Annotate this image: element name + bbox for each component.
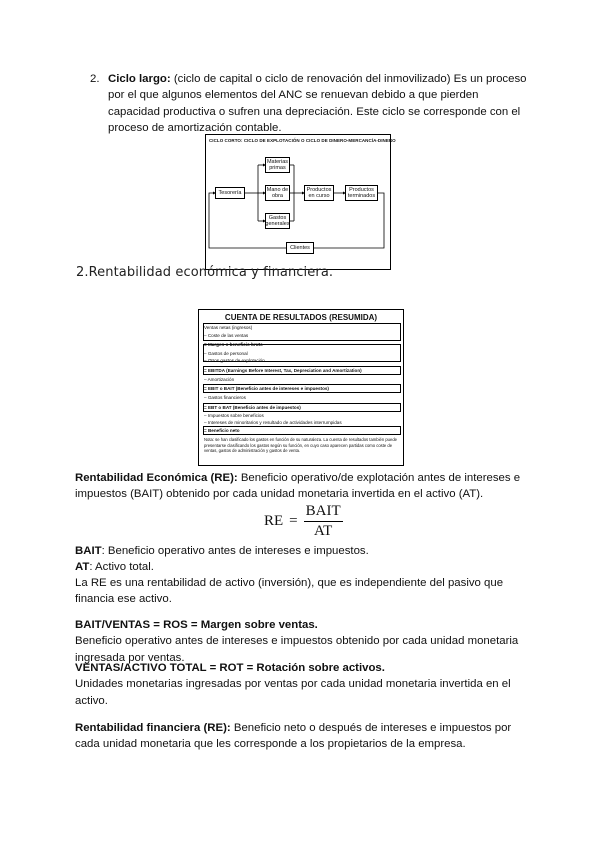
statement-line: Ventas netas (ingresos)	[204, 325, 253, 330]
at-definition	[75, 559, 530, 575]
tesoreria-box: Tesorería	[215, 187, 245, 199]
rf-definition-text: Beneficio neto o después de intereses e impuestos por cada unidad monetaria que les corresponde a los propietarios de la empresa.	[75, 722, 512, 751]
rf-definition	[75, 720, 530, 753]
productos-en-curso-box: Productos en curso	[304, 185, 334, 201]
productos-terminados-box: Productos terminados	[345, 185, 378, 201]
materias-primas-box: Materias primas	[266, 158, 289, 171]
gastos-generales-box: Gastos generales	[265, 214, 290, 227]
formula-numerator: BAIT	[304, 503, 343, 522]
clientes-box: Clientes	[286, 242, 314, 254]
list-item-body	[108, 71, 530, 136]
bait-text: : Beneficio operativo antes de intereses e impuestos.	[101, 545, 369, 557]
ros-text: Beneficio operativo antes de intereses e impuestos obtenido por cada unidad monetaria ingresada por ventas.	[75, 635, 519, 664]
re-formula	[264, 503, 343, 540]
re-definition-title: Rentabilidad Económica (RE):	[75, 472, 238, 484]
statement-line: = Beneficio neto	[204, 428, 240, 433]
ciclo-largo-text: (ciclo de capital o ciclo de renovación del inmovilizado) Es un proceso por el que algunos elementos del ANC se renuevan debido a que pierden capacidad productiva o sufren una depreciación. Este ciclo se corresponde con el proceso de amortización contable.	[108, 73, 527, 134]
rot-block	[75, 660, 530, 709]
rot-title: VENTAS/ACTIVO TOTAL = ROT = Rotación sobre activos.	[75, 662, 385, 674]
cycle-diagram-title: CICLO CORTO: CICLO DE EXPLOTACIÓN O CICLO DE DINERO-MERCANCÍA-DINERO	[209, 138, 396, 143]
formula-fraction	[304, 503, 343, 540]
rf-definition-title: Rentabilidad financiera (RE):	[75, 722, 231, 734]
re-definition	[75, 470, 530, 503]
re-definition-text: Beneficio operativo/de explotación antes de intereses e impuestos (BAIT) obtenido por cada unidad monetaria invertida en el activo (AT).	[75, 472, 521, 501]
statement-line: – Otros gastos de explotación	[204, 358, 265, 363]
statement-line: – Amortización	[204, 377, 235, 382]
income-statement-note: Nota: se han clasificado los gastos en función de su naturaleza. La cuenta de resultados también puede presentarse clasificando los gastos según su función, en cuyo caso aparecen partidas como coste de ventas, gastos de administración y gastos de venta.	[204, 437, 397, 453]
list-number: 2.	[90, 73, 100, 85]
at-text: : Activo total.	[89, 561, 154, 573]
statement-line: = EBIT o BAIT (Beneficio antes de intereses e impuestos)	[204, 386, 329, 391]
ciclo-largo-title: Ciclo largo:	[108, 73, 171, 85]
formula-denominator: AT	[313, 523, 333, 539]
at-term: AT	[75, 561, 90, 573]
rot-text: Unidades monetarias ingresadas por ventas por cada unidad monetaria invertida en el activo.	[75, 678, 511, 707]
ros-title: BAIT/VENTAS = ROS = Margen sobre ventas.	[75, 619, 318, 631]
formula-equals: =	[289, 513, 298, 529]
income-statement	[198, 309, 404, 466]
statement-line: = EBITDA (Earnings Before Interest, Tax, Depreciation and Amortization)	[204, 368, 362, 373]
bait-term: BAIT	[75, 545, 102, 557]
statement-line: = Margen o beneficio bruto	[204, 342, 263, 347]
statement-line: – Intereses de minoritarios y resultado de actividades interrumpidas	[204, 420, 342, 425]
income-statement-title: CUENTA DE RESULTADOS (RESUMIDA)	[224, 313, 378, 322]
section-subtitle: 2.Rentabilidad económica y financiera.	[76, 265, 334, 280]
statement-line: – Impuestos sobre beneficios	[204, 413, 264, 418]
cycle-diagram	[205, 134, 396, 270]
statement-line: – Gastos financieros	[204, 395, 246, 400]
formula-lhs: RE	[264, 513, 284, 529]
statement-line: = EBT o BAT (Beneficio antes de impuestos)	[204, 405, 301, 410]
bait-definition	[75, 543, 530, 559]
list-item-ciclo-largo	[90, 71, 530, 136]
statement-line: – Gastos de personal	[204, 351, 248, 356]
re-note: La RE es una rentabilidad de activo (inversión), que es independiente del pasivo que financia ese activo.	[75, 577, 504, 606]
ros-block	[75, 617, 530, 666]
statement-line: – Coste de las ventas	[204, 333, 249, 338]
mano-de-obra-box: Mano de obra	[266, 186, 289, 199]
